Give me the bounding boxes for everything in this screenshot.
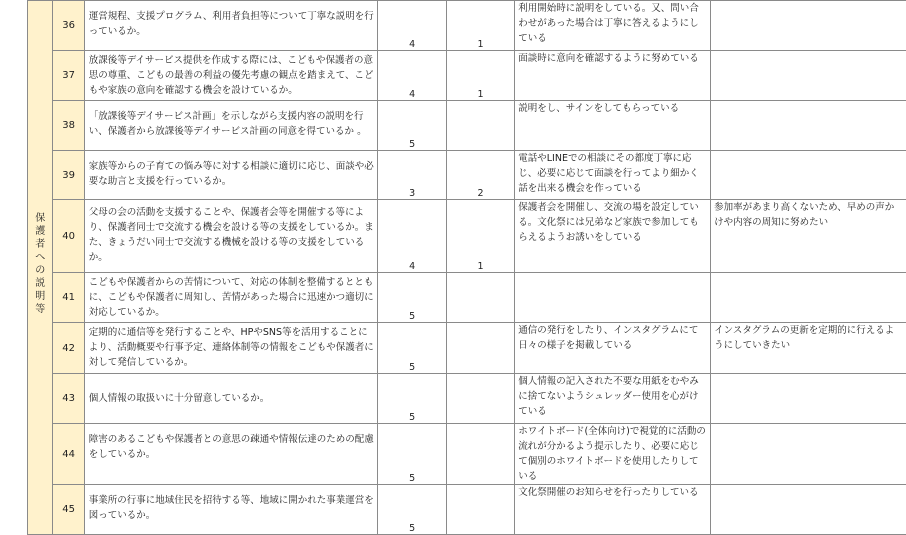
vote-yes-cell: 5 [378,374,446,424]
question-cell: 運営規程、支援プログラム、利用者負担等について丁寧な説明を行っているか。 [84,1,378,51]
row-number: 39 [53,151,84,200]
sheet-left-margin [0,0,27,524]
category-label: 保護者への説明等 [34,212,46,316]
row-number: 37 [53,51,84,101]
table-row [28,1,906,51]
table-row [28,323,906,374]
vote-yes-cell: 4 [378,51,446,101]
vote-partial-cell: 1 [446,200,514,273]
improvement-comment-cell [711,1,906,51]
vote-partial-cell [446,323,514,374]
question-cell: 個人情報の取扱いに十分留意しているか。 [84,374,378,424]
evaluation-table-wrapper [27,0,906,524]
situation-comment-cell: 説明をし、サインをしてもらっている [515,101,711,151]
row-number: 42 [53,323,84,374]
improvement-comment-cell: インスタグラムの更新を定期的に行えるようにしていきたい [711,323,906,374]
question-cell: 父母の会の活動を支援することや、保護者会等を開催する等により、保護者同士で交流する機会を設ける等の支援をしているか。また、きょうだい同士で交流する機械を設ける等の支援をしているか。 [84,200,378,273]
question-cell: 家族等からの子育ての悩み等に対する相談に適切に応じ、面談や必要な助言と支援を行っているか。 [84,151,378,200]
question-cell: こどもや保護者からの苦情について、対応の体制を整備するとともに、こどもや保護者に周知し、苦情があった場合に迅速かつ適切に対応しているか。 [84,273,378,323]
question-cell: 事業所の行事に地域住民を招待する等、地域に開かれた事業運営を図っているか。 [84,485,378,535]
vote-partial-cell [446,273,514,323]
vote-partial-cell [446,374,514,424]
improvement-comment-cell [711,485,906,535]
table-row [28,273,906,323]
question-cell: 放課後等デイサービス提供を作成する際には、こどもや保護者の意思の尊重、こどもの最善の利益の優先考慮の観点を踏まえて、こどもや家族の意向を確認する機会を設けているか。 [84,51,378,101]
row-number: 45 [53,485,84,535]
table-row [28,200,906,273]
situation-comment-cell: 通信の発行をしたり、インスタグラムにて日々の様子を掲載している [515,323,711,374]
vote-partial-cell: 1 [446,51,514,101]
situation-comment-cell: 電話やLINEでの相談にその都度丁寧に応じ、必要に応じて面談を行ってより細かく話を出来る機会を作っている [515,151,711,200]
vote-yes-cell: 4 [378,200,446,273]
vote-yes-cell: 5 [378,273,446,323]
improvement-comment-cell: 参加率があまり高くないため、早めの声かけや内容の周知に努めたい [711,200,906,273]
question-cell: 「放課後等デイサービス計画」を示しながら支援内容の説明を行い、保護者から放課後等デイサービス計画の同意を得ているか 。 [84,101,378,151]
row-number: 44 [53,424,84,485]
row-number: 36 [53,1,84,51]
situation-comment-cell: 保護者会を開催し、交流の場を設定している。文化祭には兄弟など家族で参加してもらえるようお誘いをしている [515,200,711,273]
improvement-comment-cell [711,51,906,101]
table-row [28,485,906,535]
table-row [28,424,906,485]
improvement-comment-cell [711,101,906,151]
vote-yes-cell: 5 [378,424,446,485]
vote-partial-cell [446,424,514,485]
table-row [28,101,906,151]
row-number: 40 [53,200,84,273]
situation-comment-cell: 利用開始時に説明をしている。又、問い合わせがあった場合は丁寧に答えるようにしている [515,1,711,51]
improvement-comment-cell [711,374,906,424]
situation-comment-cell: 面談時に意向を確認するように努めている [515,51,711,101]
vote-partial-cell [446,485,514,535]
row-number: 43 [53,374,84,424]
vote-yes-cell: 5 [378,485,446,535]
row-number: 41 [53,273,84,323]
situation-comment-cell: 個人情報の記入された不要な用紙をむやみに捨てないようシュレッダー使用を心がけている [515,374,711,424]
vote-partial-cell [446,101,514,151]
question-cell: 障害のあるこどもや保護者との意思の疎通や情報伝達のための配慮をしているか。 [84,424,378,485]
improvement-comment-cell [711,273,906,323]
situation-comment-cell: 文化祭開催のお知らせを行ったりしている [515,485,711,535]
evaluation-table [27,0,906,535]
vote-yes-cell: 5 [378,323,446,374]
vote-yes-cell: 5 [378,101,446,151]
question-cell: 定期的に通信等を発行することや、HPやSNS等を活用することにより、活動概要や行事予定、連絡体制等の情報をこどもや保護者に対して発信しているか。 [84,323,378,374]
vote-yes-cell: 4 [378,1,446,51]
vote-partial-cell: 2 [446,151,514,200]
row-number: 38 [53,101,84,151]
category-cell [28,1,53,535]
situation-comment-cell [515,273,711,323]
situation-comment-cell: ホワイトボード(全体向け)で視覚的に活動の流れが分かるよう提示したり、必要に応じて個別のホワイトボードを使用したりしている [515,424,711,485]
improvement-comment-cell [711,151,906,200]
vote-yes-cell: 3 [378,151,446,200]
table-row [28,51,906,101]
vote-partial-cell: 1 [446,1,514,51]
table-row [28,374,906,424]
improvement-comment-cell [711,424,906,485]
table-row [28,151,906,200]
